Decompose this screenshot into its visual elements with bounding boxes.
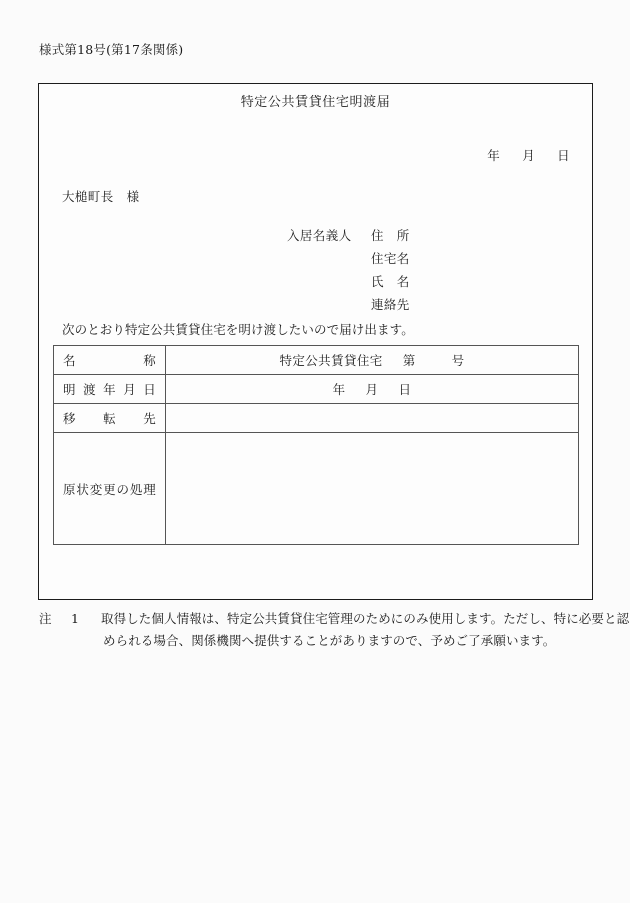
applicant-field-full-name: 氏 名	[371, 274, 410, 289]
addressee-honorific: 様	[126, 189, 140, 204]
note-marker: 注	[39, 611, 52, 626]
vacate-day-label: 日	[398, 382, 412, 397]
document-title: 特定公共賃貸住宅明渡届	[240, 95, 391, 110]
table-value-name[interactable]	[166, 346, 579, 375]
applicant-row-address	[287, 226, 410, 249]
table-value-vacate-date[interactable]	[166, 375, 579, 404]
applicant-field-housing-name: 住宅名	[371, 251, 410, 266]
table-row	[54, 433, 579, 545]
application-table	[53, 345, 579, 545]
document-border-box	[38, 83, 593, 600]
table-label-restoration: 原状変更の処理	[54, 433, 166, 545]
applicant-heading: 入居名義人	[287, 228, 352, 243]
note-text-2: められる場合、関係機関へ提供することがありますので、予めご了承願います。	[103, 633, 556, 648]
number-suffix-label: 号	[451, 353, 465, 368]
date-month-label: 月	[522, 148, 536, 163]
addressee-line	[62, 187, 140, 205]
applicant-row-contact	[287, 295, 410, 318]
vacate-month-label: 月	[365, 382, 379, 397]
note-number: 1	[71, 611, 80, 626]
addressee-name: 大槌町長	[62, 189, 114, 204]
note-text-1: 取得した個人情報は、特定公共賃貸住宅管理のためにのみ使用します。ただし、特に必要と認	[101, 611, 630, 626]
footer-note	[39, 608, 630, 652]
form-number: 様式第18号(第17条関係)	[39, 42, 184, 57]
date-entry-line	[487, 146, 570, 164]
applicant-row-full-name	[287, 272, 410, 295]
table-value-new-address[interactable]	[166, 404, 579, 433]
applicant-row-housing-name	[287, 249, 410, 272]
table-row	[54, 404, 579, 433]
declaration-statement: 次のとおり特定公共賃貸住宅を明け渡したいので届け出ます。	[62, 322, 414, 337]
vacate-year-label: 年	[332, 382, 346, 397]
table-row	[54, 346, 579, 375]
footer-note-line-1	[39, 608, 630, 630]
table-label-name: 名称	[54, 346, 166, 375]
applicant-block	[287, 226, 410, 318]
date-day-label: 日	[557, 148, 570, 163]
housing-type-label: 特定公共賃貸住宅	[279, 353, 383, 368]
table-label-vacate-date: 明渡年月日	[54, 375, 166, 404]
table-value-restoration[interactable]	[166, 433, 579, 545]
table-row	[54, 375, 579, 404]
footer-note-line-2	[39, 630, 597, 652]
applicant-field-contact: 連絡先	[371, 297, 410, 312]
table-label-new-address: 移転先	[54, 404, 166, 433]
number-prefix-label: 第	[402, 353, 416, 368]
date-year-label: 年	[487, 148, 501, 163]
applicant-field-address: 住 所	[371, 228, 410, 243]
